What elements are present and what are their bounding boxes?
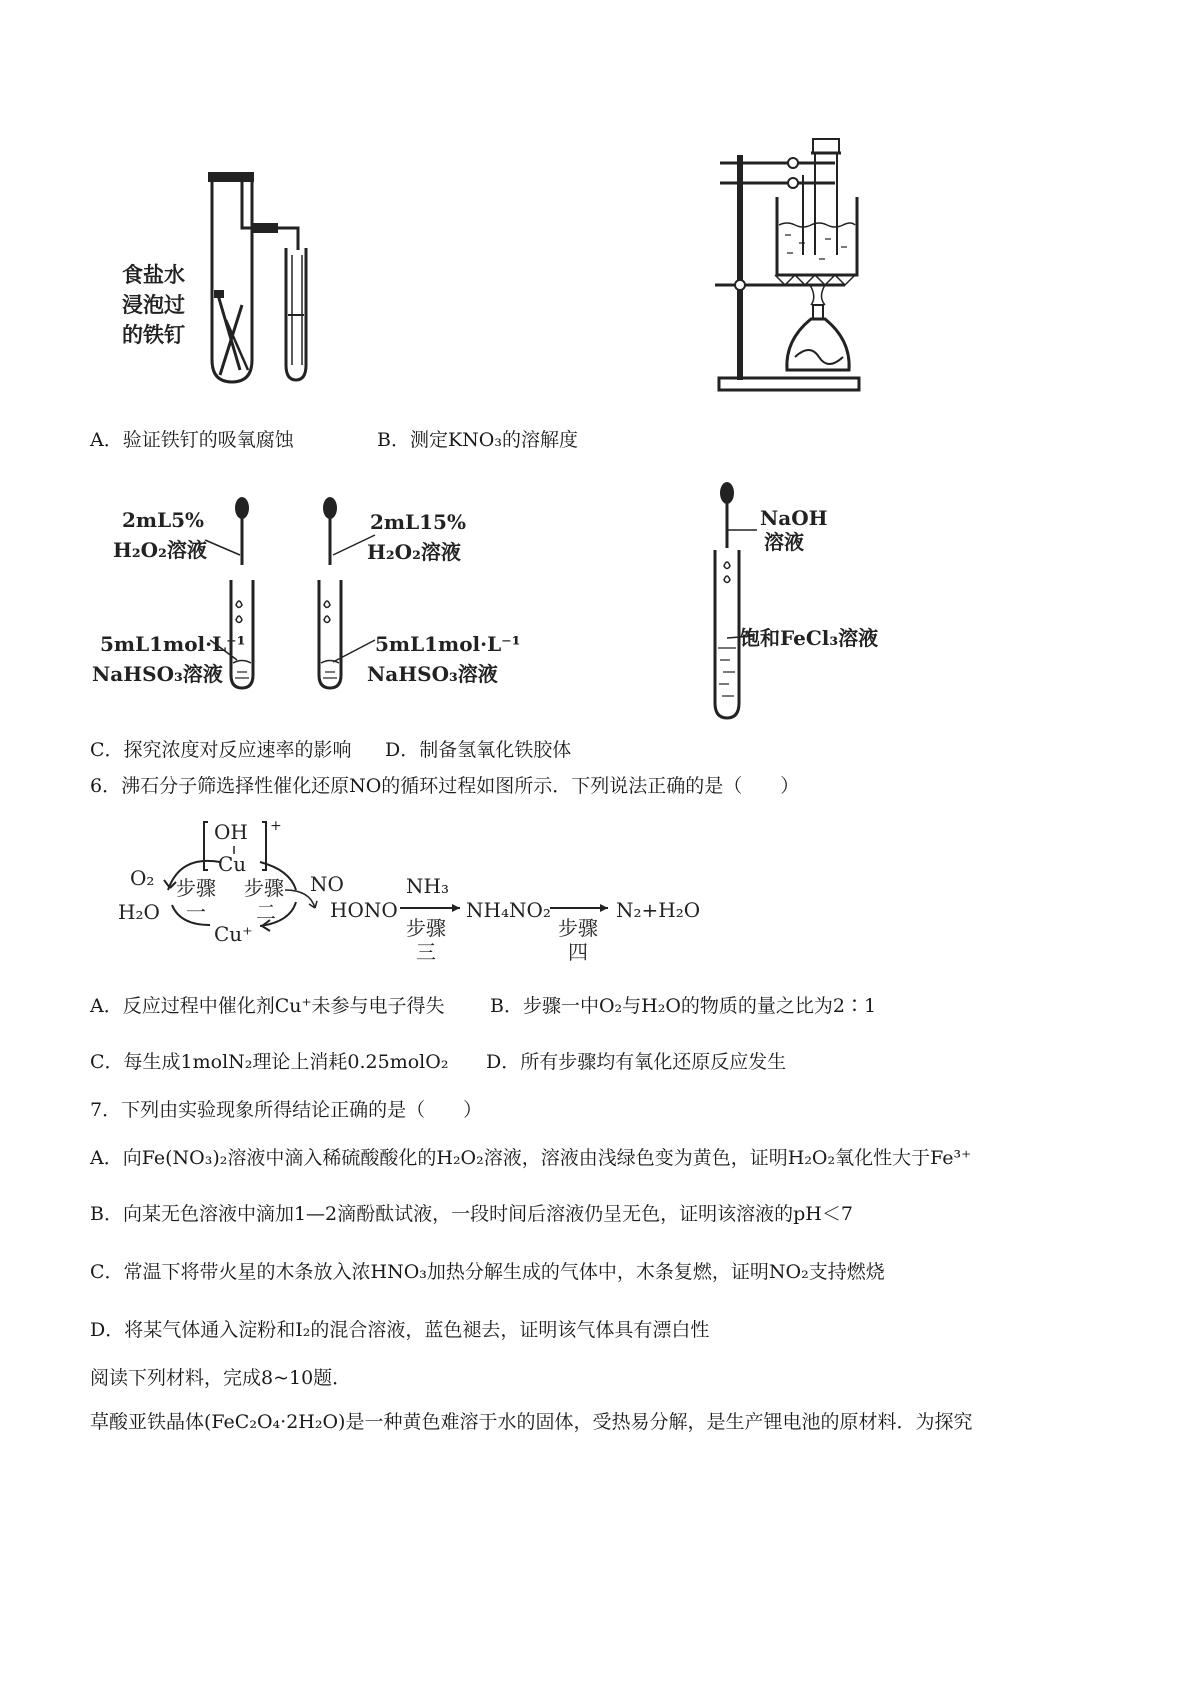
q6-diagram-step1-b: 一: [186, 900, 206, 924]
figure-c-tube1-top-line2: H₂O₂溶液: [113, 538, 207, 562]
figure-d-dropper-tube: [705, 478, 765, 723]
figure-d-dropper-label-line2: 溶液: [764, 530, 804, 554]
option-q7-c: C．常温下将带火星的木条放入浓HNO₃加热分解生成的气体中，木条复燃，证明NO₂支持燃烧: [90, 1261, 885, 1283]
q6-diagram-nh3: NH₃: [406, 874, 449, 898]
option-q7-d: D．将某气体通入淀粉和I₂的混合溶液，蓝色褪去，证明该气体具有漂白性: [90, 1319, 710, 1341]
figure-a-label-line-3: 的铁钉: [122, 323, 185, 347]
q6-diagram-o2: O₂: [130, 866, 155, 890]
q6-diagram-nh4no2: NH₄NO₂: [466, 898, 551, 922]
q6-diagram-step3-a: 步骤: [406, 916, 446, 940]
question-7-stem: 7．下列由实验现象所得结论正确的是（ ）: [90, 1099, 483, 1121]
figure-c-tube2-top-line2: H₂O₂溶液: [367, 540, 461, 564]
option-q5-a: A．验证铁钉的吸氧腐蚀: [90, 429, 294, 451]
figure-a-iron-nail-apparatus: [190, 170, 350, 400]
reading-paragraph: 草酸亚铁晶体(FeC₂O₄·2H₂O)是一种黄色难溶于水的固体，受热易分解，是生产锂电池的原材料．为探究: [90, 1411, 973, 1433]
figure-c-tube2-bottom-line1: 5mL1mol·L⁻¹: [375, 632, 521, 656]
option-q5-d: D．制备氢氧化铁胶体: [385, 739, 572, 761]
figure-c-tube1-top-line1: 2mL5%: [122, 508, 205, 532]
figure-b-water-bath-apparatus: [715, 135, 875, 395]
figure-c-tube2-bottom-line2: NaHSO₃溶液: [367, 662, 498, 686]
q6-diagram-step4-b: 四: [568, 940, 588, 964]
option-q6-b: B．步骤一中O₂与H₂O的物质的量之比为2∶1: [490, 995, 877, 1017]
figure-c-tube1-bottom-line1: 5mL1mol·L⁻¹: [100, 632, 246, 656]
q6-diagram-step1-a: 步骤: [176, 876, 216, 900]
option-q6-d: D．所有步骤均有氧化还原反应发生: [486, 1051, 787, 1073]
option-q6-a: A．反应过程中催化剂Cu⁺未参与电子得失: [90, 995, 445, 1017]
question-6-stem: 6．沸石分子筛选择性催化还原NO的循环过程如图所示．下列说法正确的是（ ）: [90, 775, 800, 797]
q6-diagram-hono: HONO: [330, 898, 398, 922]
figure-c-two-tubes: [215, 480, 375, 695]
figure-d-tube-label: 饱和FeCl₃溶液: [740, 626, 879, 650]
figure-d-dropper-label-line1: NaOH: [760, 506, 828, 530]
q6-diagram-step4-a: 步骤: [558, 916, 598, 940]
figure-a-label-line-1: 食盐水: [122, 263, 185, 287]
q6-diagram-cu-plus: Cu⁺: [214, 922, 253, 946]
q6-diagram-h2o: H₂O: [118, 900, 160, 924]
option-q7-b: B．向某无色溶液中滴加1—2滴酚酞试液，一段时间后溶液仍呈无色，证明该溶液的pH＜7: [90, 1203, 853, 1225]
option-q6-c: C．每生成1molN₂理论上消耗0.25molO₂: [90, 1051, 449, 1073]
q6-diagram-step2-b: 二: [256, 900, 276, 924]
q6-diagram-step3-b: 三: [416, 940, 436, 964]
q6-diagram-oh: OH: [214, 820, 248, 844]
figure-c-tube2-top-line1: 2mL15%: [370, 510, 466, 534]
q6-reaction-diagram: [110, 810, 710, 970]
q6-diagram-no: NO: [310, 872, 344, 896]
option-q7-a: A．向Fe(NO₃)₂溶液中滴入稀硫酸酸化的H₂O₂溶液，溶液由浅绿色变为黄色，证明H₂O₂氧化性大于Fe³⁺: [90, 1147, 972, 1169]
figure-c-tube1-bottom-line2: NaHSO₃溶液: [92, 662, 223, 686]
figure-a-label-line-2: 浸泡过: [122, 293, 185, 317]
option-q5-c: C．探究浓度对反应速率的影响: [90, 739, 352, 761]
q6-diagram-step2-a: 步骤: [244, 876, 284, 900]
q6-diagram-product: N₂+H₂O: [616, 898, 701, 922]
q6-diagram-cu: Cu: [218, 852, 247, 876]
option-q5-b: B．测定KNO₃的溶解度: [377, 429, 578, 451]
reading-intro: 阅读下列材料，完成8~10题．: [90, 1367, 352, 1389]
q6-diagram-plus: +: [270, 818, 282, 834]
